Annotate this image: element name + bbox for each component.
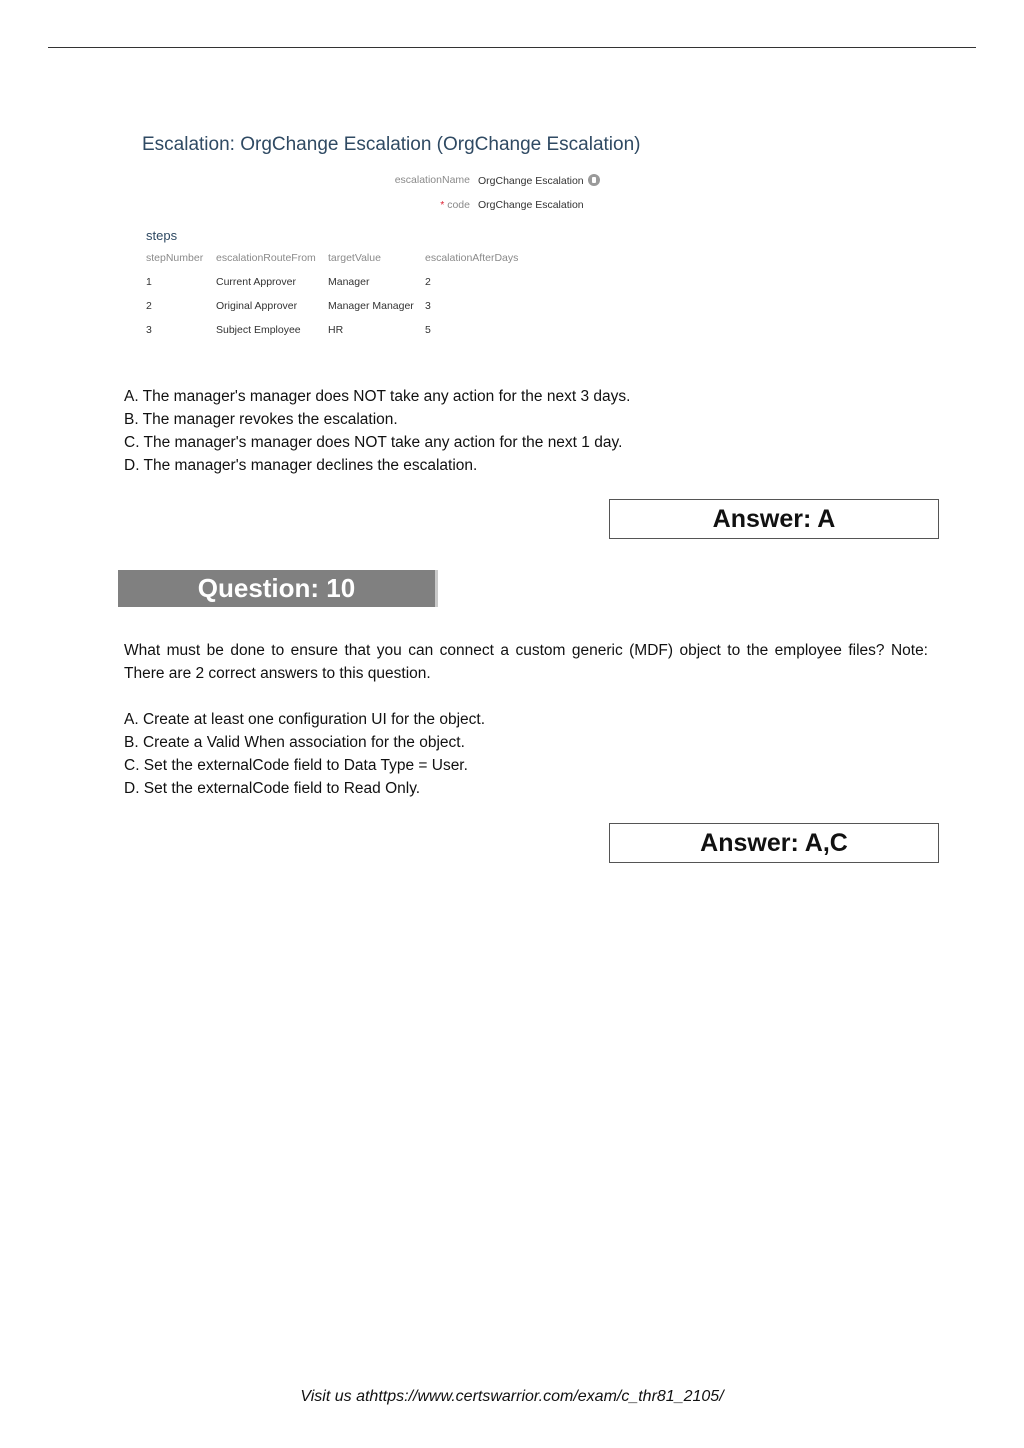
table-cell: Subject Employee [216,324,301,336]
table-cell: Original Approver [216,300,298,312]
code-value: OrgChange Escalation [478,199,584,211]
required-marker: * [440,199,445,211]
option-a: A. The manager's manager does NOT take any action for the next 3 days. [124,388,631,405]
footer-link[interactable]: Visit us athttps://www.certswarrior.com/exam/c_thr81_2105/ [300,1388,724,1405]
escalation-name-label: escalationName [394,174,470,186]
q10-options [124,708,485,800]
table-cell: Current Approver [216,276,296,288]
table-cell: Manager [328,276,370,288]
option-d: D. Set the externalCode field to Read Only. [124,780,421,797]
q9-answer-box: Answer: A [609,499,939,539]
table-cell: 5 [425,324,431,336]
escalation-name-value [478,174,600,187]
option-d: D. The manager's manager declines the escalation. [124,457,478,474]
table-cell: Manager Manager [328,300,414,312]
code-label [350,199,470,211]
column-header: targetValue [328,252,381,264]
option-b: B. Create a Valid When association for the object. [124,734,465,751]
table-cell: 2 [146,300,152,312]
option-c: C. Set the externalCode field to Data Type = User. [124,757,468,774]
table-row [146,272,526,296]
steps-header-row [146,252,526,272]
info-icon [588,174,600,186]
option-c: C. The manager's manager does NOT take any action for the next 1 day. [124,434,623,451]
header-rule [48,47,976,48]
escalation-name-text: OrgChange Escalation [478,175,584,187]
table-cell: 1 [146,276,152,288]
question-header: Question: 10 [118,570,438,607]
q10-answer-box: Answer: A,C [609,823,939,863]
question-text: What must be done to ensure that you can connect a custom generic (MDF) object to the employee files? Note: There are 2 correct answers to this question. [124,642,928,682]
table-cell: 2 [425,276,431,288]
table-row [146,320,526,344]
code-label-text: code [447,199,470,211]
escalation-screenshot [140,128,700,348]
escalation-title: Escalation: OrgChange Escalation (OrgChange Escalation) [142,134,641,155]
column-header: stepNumber [146,252,204,264]
column-header: escalationRouteFrom [216,252,316,264]
table-cell: 3 [425,300,431,312]
table-row [146,296,526,320]
table-cell: 3 [146,324,152,336]
column-header: escalationAfterDays [425,252,519,264]
steps-table [146,252,526,344]
option-b: B. The manager revokes the escalation. [124,411,398,428]
steps-heading: steps [146,228,178,243]
q9-options [124,385,630,477]
table-cell: HR [328,324,344,336]
option-a: A. Create at least one configuration UI for the object. [124,711,486,728]
